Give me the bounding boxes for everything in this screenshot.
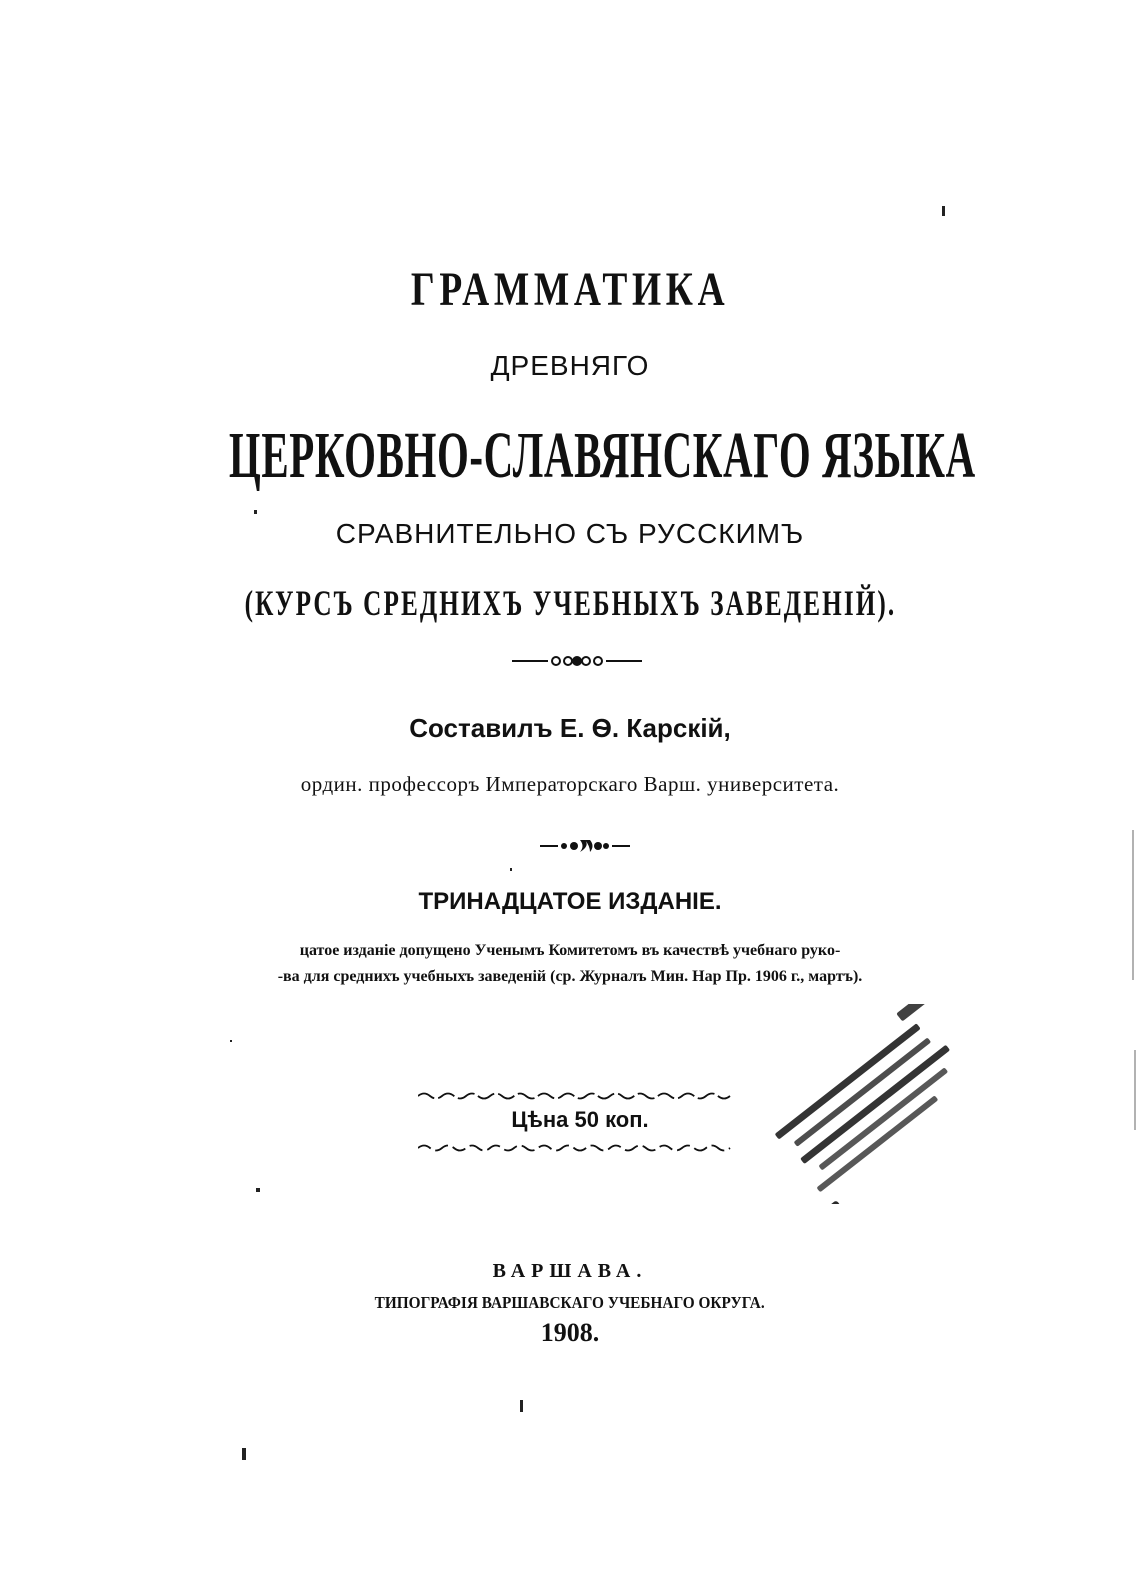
title-language-name: ЦЕРКОВНО-СЛАВЯНСКАГО ЯЗЫКА: [228, 419, 976, 492]
price-label: Цѣна 50 коп.: [511, 1107, 649, 1132]
approval-note-line-1: цатое изданіе допущено Ученымъ Комитетомъ въ качествѣ учебнаго руко-: [299, 942, 841, 959]
imprint-city: ВАРШАВА.: [492, 1260, 648, 1282]
scan-speck: [256, 1188, 260, 1192]
ornament-divider-2: [540, 837, 630, 855]
library-stamp: [748, 1004, 1008, 1204]
book-title: ГРАММАТИКА: [410, 263, 730, 316]
scan-speck: [242, 1448, 246, 1460]
scan-speck: [1132, 830, 1134, 980]
approval-note-line-2: -ва для среднихъ учебныхъ заведеній (ср. Журналъ Мин. Нар Пр. 1906 г., мартъ).: [277, 968, 863, 985]
title-course-note: (КУРСЪ СРЕДНИХЪ УЧЕБНЫХЪ ЗАВЕДЕНІЙ).: [244, 583, 896, 623]
scan-speck: [942, 206, 945, 216]
ornament-price-bottom: [418, 1142, 738, 1154]
scan-speck: [510, 868, 512, 871]
scan-speck: [230, 1040, 232, 1042]
scan-speck: [1134, 1050, 1136, 1130]
title-comparison: СРАВНИТЕЛЬНО СЪ РУССКИМЪ: [335, 518, 805, 549]
author-line: Составилъ Е. Ѳ. Карскій,: [409, 713, 731, 743]
scan-speck: [254, 510, 257, 514]
imprint-year: 1908.: [540, 1318, 600, 1347]
edition-label: ТРИНАДЦАТОЕ ИЗДАНІЕ.: [418, 888, 722, 915]
ornament-divider-1: [512, 653, 642, 669]
title-subtitle: ДРЕВНЯГО: [490, 350, 650, 381]
ornament-price-top: [418, 1090, 738, 1102]
imprint-printer: ТИПОГРАФІЯ ВАРШАВСКАГО УЧЕБНАГО ОКРУГА.: [374, 1293, 765, 1312]
scan-speck: [520, 1400, 523, 1412]
author-position: ордин. профессоръ Императорскаго Варш. университета.: [300, 772, 840, 796]
